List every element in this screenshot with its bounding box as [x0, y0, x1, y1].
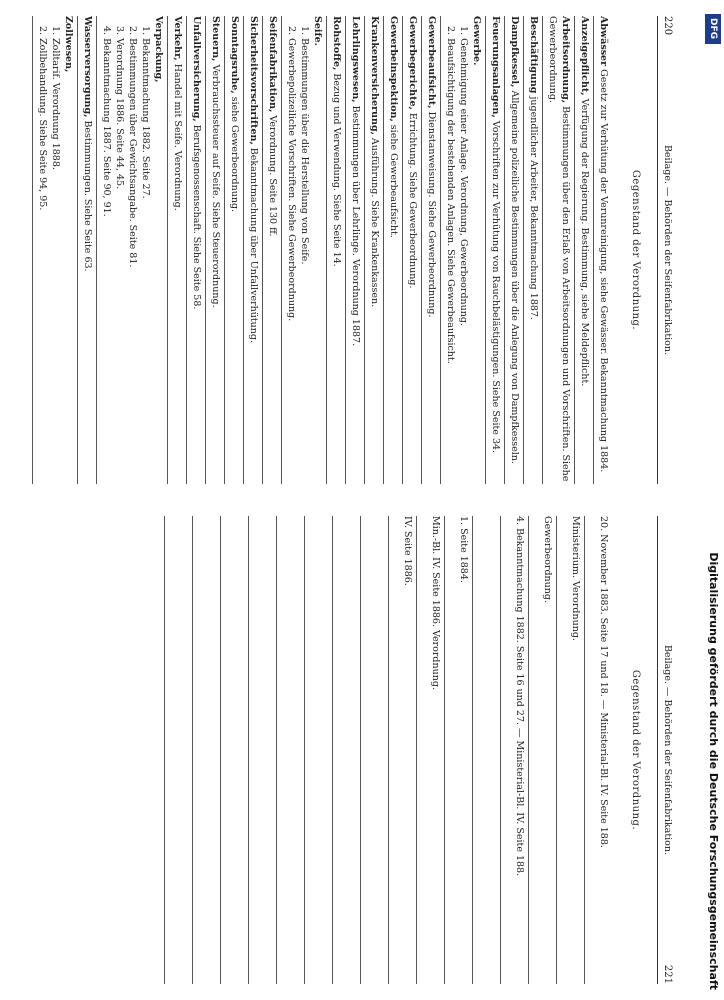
entry-keyword: Sicherheitsvorschriften, [248, 16, 259, 145]
left-entry [262, 16, 281, 484]
entry-text: Verordnung. Seite 130 ff. [267, 112, 278, 237]
left-entry [421, 16, 440, 484]
entry-text: Bestimmungen. Siehe Seite 63. [82, 117, 93, 272]
right-entry [388, 516, 416, 984]
entry-keyword: Steuern, [210, 16, 221, 62]
right-running-head [657, 516, 674, 984]
left-entry [205, 16, 224, 484]
left-entry [402, 16, 421, 484]
entry-keyword: Beschäftigung [528, 16, 539, 94]
dfg-watermark-text: Digitalisierung gefördert durch die Deutsche Forschungsgemeinschaft [707, 552, 720, 990]
entry-keyword: Gewerbegerichte, [407, 16, 418, 110]
entry-text: 1. Seite 1884. [458, 516, 469, 583]
right-page-number: 221 [662, 964, 673, 984]
entry-keyword: Gewerbeinspektion, [388, 16, 399, 122]
right-entry [192, 516, 220, 984]
left-page [37, 16, 678, 484]
entry-keyword: Wasserversorgung, [82, 16, 93, 118]
entry-keyword: Krankenversicherung, [369, 16, 380, 135]
entry-keyword: Unfallversicherung, [191, 16, 202, 122]
entry-keyword: Rohstoffe, [331, 16, 342, 71]
right-entry [528, 516, 556, 984]
left-entry [186, 16, 205, 484]
right-entry [500, 516, 528, 984]
left-entry [485, 16, 504, 484]
left-entry [593, 16, 612, 484]
entry-keyword: Seifenfabrikation, [267, 16, 278, 113]
entry-text: 20. November 1883. Seite 17 und 18. — Ministerial-Bl. IV. Seite 188. [598, 516, 609, 848]
right-entries-list [164, 516, 612, 984]
left-entry [281, 16, 326, 484]
entry-subitem: 2. Zollbehandlung. Siehe Seite 94, 95. [37, 26, 48, 211]
left-entry [504, 16, 523, 484]
left-entry [574, 16, 593, 484]
entry-text: Bestimmungen über Lehrlinge. Verordnung 1887. [350, 102, 361, 347]
right-entry [360, 516, 388, 984]
entry-subitem: 2. Beaufsichtigung der bestehenden Anlagen. Siehe Gewerbeaufsicht. [445, 26, 456, 364]
entry-text: Ministerium. Verordnung. [570, 516, 581, 641]
left-entry [523, 16, 542, 484]
entry-text: Allgemeine polizeiliche Bestimmungen über die Anlegung von Dampfkesseln. [509, 87, 520, 464]
entry-subitem: 1. Bekanntmachung 1882. Seite 27. [140, 26, 151, 199]
right-entry [556, 516, 584, 984]
right-entry [220, 516, 248, 984]
entry-text: Errichtung. Siehe Gewerbeordnung. [407, 109, 418, 289]
right-section-title: Gegenstand der Verordnung. [630, 669, 641, 831]
entry-text: Vorschriften zur Verhütung von Rauchbelästigungen. Siehe Seite 34. [490, 117, 501, 454]
entry-subitem: 1. Zolltarif. Verordnung 1888. [50, 26, 61, 170]
right-page [62, 516, 678, 984]
left-entry [224, 16, 243, 484]
right-entry [304, 516, 332, 984]
right-entry [332, 516, 360, 984]
entry-text: 4. Bekanntmachung 1882. Seite 16 und 27. — Ministerial-Bl. IV. Seite 188. [514, 516, 525, 877]
left-entry [326, 16, 345, 484]
left-running-head [657, 16, 674, 484]
right-entry [164, 516, 192, 984]
entry-keyword: Feuerungsanlagen, [490, 16, 501, 118]
entry-text: siehe Gewerbeaufsicht. [388, 121, 399, 238]
left-entry [440, 16, 485, 484]
entry-text: Ausführung. Siehe Krankenkassen. [369, 134, 380, 308]
entry-keyword: Sonntagsruhe, [229, 16, 240, 94]
entry-text: Dienstanweisung. Siehe Gewerbeordnung. [426, 108, 437, 318]
entry-keyword: Dampfkessel, [509, 16, 520, 88]
entry-subitem: 1. Bestimmungen über die Herstellung von Seife. [299, 26, 310, 265]
entry-keyword: Anzeigepflicht, [579, 16, 590, 96]
entry-text: IV. Seite 1886. [402, 516, 413, 586]
entry-text: Bezug und Verwendung. Siehe Seite 14. [331, 70, 342, 267]
entry-subitem: 4. Bekanntmachung 1887. Seite 90, 91. [101, 26, 112, 217]
entry-subitem: 2. Bestimmungen über Gewichtsangabe. Seite 81. [127, 26, 138, 268]
entry-text: Verbrauchssteuer auf Seife. Siehe Steuerordnung. [210, 61, 221, 308]
entry-subitem: 3. Verordnung 1886. Seite 44, 45. [114, 26, 125, 190]
entry-keyword: Gewerbe. [471, 16, 482, 66]
entry-text: Min.-Bl. IV. Seite 1886. Verordnung. [430, 516, 441, 690]
right-entry [584, 516, 612, 984]
entry-subitem: 2. Gewerbepolizeiliche Vorschriften. Siehe Gewerbeordnung. [286, 26, 297, 322]
left-entry [542, 16, 574, 484]
right-entry [416, 516, 444, 984]
left-entry [364, 16, 383, 484]
dfg-watermark [704, 10, 722, 990]
entry-subitem: 1. Genehmigung einer Anlage. Verordnung, Gewerbeordnung. [458, 26, 469, 326]
entry-keyword: Arbeitsordnung, [560, 16, 571, 104]
entry-keyword: Abwässer [598, 16, 609, 67]
rotated-spread [37, 16, 678, 984]
entry-text: Gesetz zur Verhütung der Verunreinigung, siehe Gewässer. Bekanntmachung 1884. [598, 66, 609, 473]
entry-keyword: Verkehr, [172, 16, 183, 61]
right-entry [472, 516, 500, 984]
entry-text: Gewerbeordnung. [542, 516, 553, 604]
left-entry [167, 16, 186, 484]
right-entry [444, 516, 472, 984]
left-entry [345, 16, 364, 484]
entry-text: siehe Gewerbeordnung. [229, 93, 240, 213]
left-entry [77, 16, 96, 484]
left-entry [96, 16, 167, 484]
entry-keyword: Gewerbeaufsicht, [426, 16, 437, 109]
left-entry [243, 16, 262, 484]
left-entry [32, 16, 77, 484]
right-entry [276, 516, 304, 984]
right-entry [248, 516, 276, 984]
left-entry [383, 16, 402, 484]
dfg-logo-icon: DFG [705, 14, 721, 44]
entry-keyword: Seife. [312, 16, 323, 46]
left-entries-list [32, 16, 612, 484]
entry-text: Bestimmungen über den Erlaß von Arbeitsordnungen und Vorschriften. Siehe Gewerbeordnung. [547, 16, 571, 482]
entry-keyword: Lehrlingswesen, [350, 16, 361, 103]
right-running-head-text: Beilage. — Behörden der Seifenfabrikation. [662, 644, 673, 856]
entry-text: Verfügung der Regierung. Bestimmung, siehe Meldepflicht. [579, 95, 590, 387]
entry-keyword: Zollwesen, [63, 16, 74, 73]
left-page-number: 220 [662, 16, 673, 36]
left-running-head-text: Beilage. — Behörden der Seifenfabrikation. [662, 144, 673, 356]
left-section-title: Gegenstand der Verordnung. [630, 169, 641, 331]
entry-text: Handel mit Seife. Verordnung. [172, 60, 183, 211]
entry-text: jugendlicher Arbeiter, Bekanntmachung 1887. [528, 93, 539, 320]
entry-text: Berufsgenossenschaft. Siehe Seite 58. [191, 121, 202, 310]
entry-text: Bekanntmachung über Unfallverhütung. [248, 144, 259, 343]
entry-keyword: Verpackung, [153, 16, 164, 83]
